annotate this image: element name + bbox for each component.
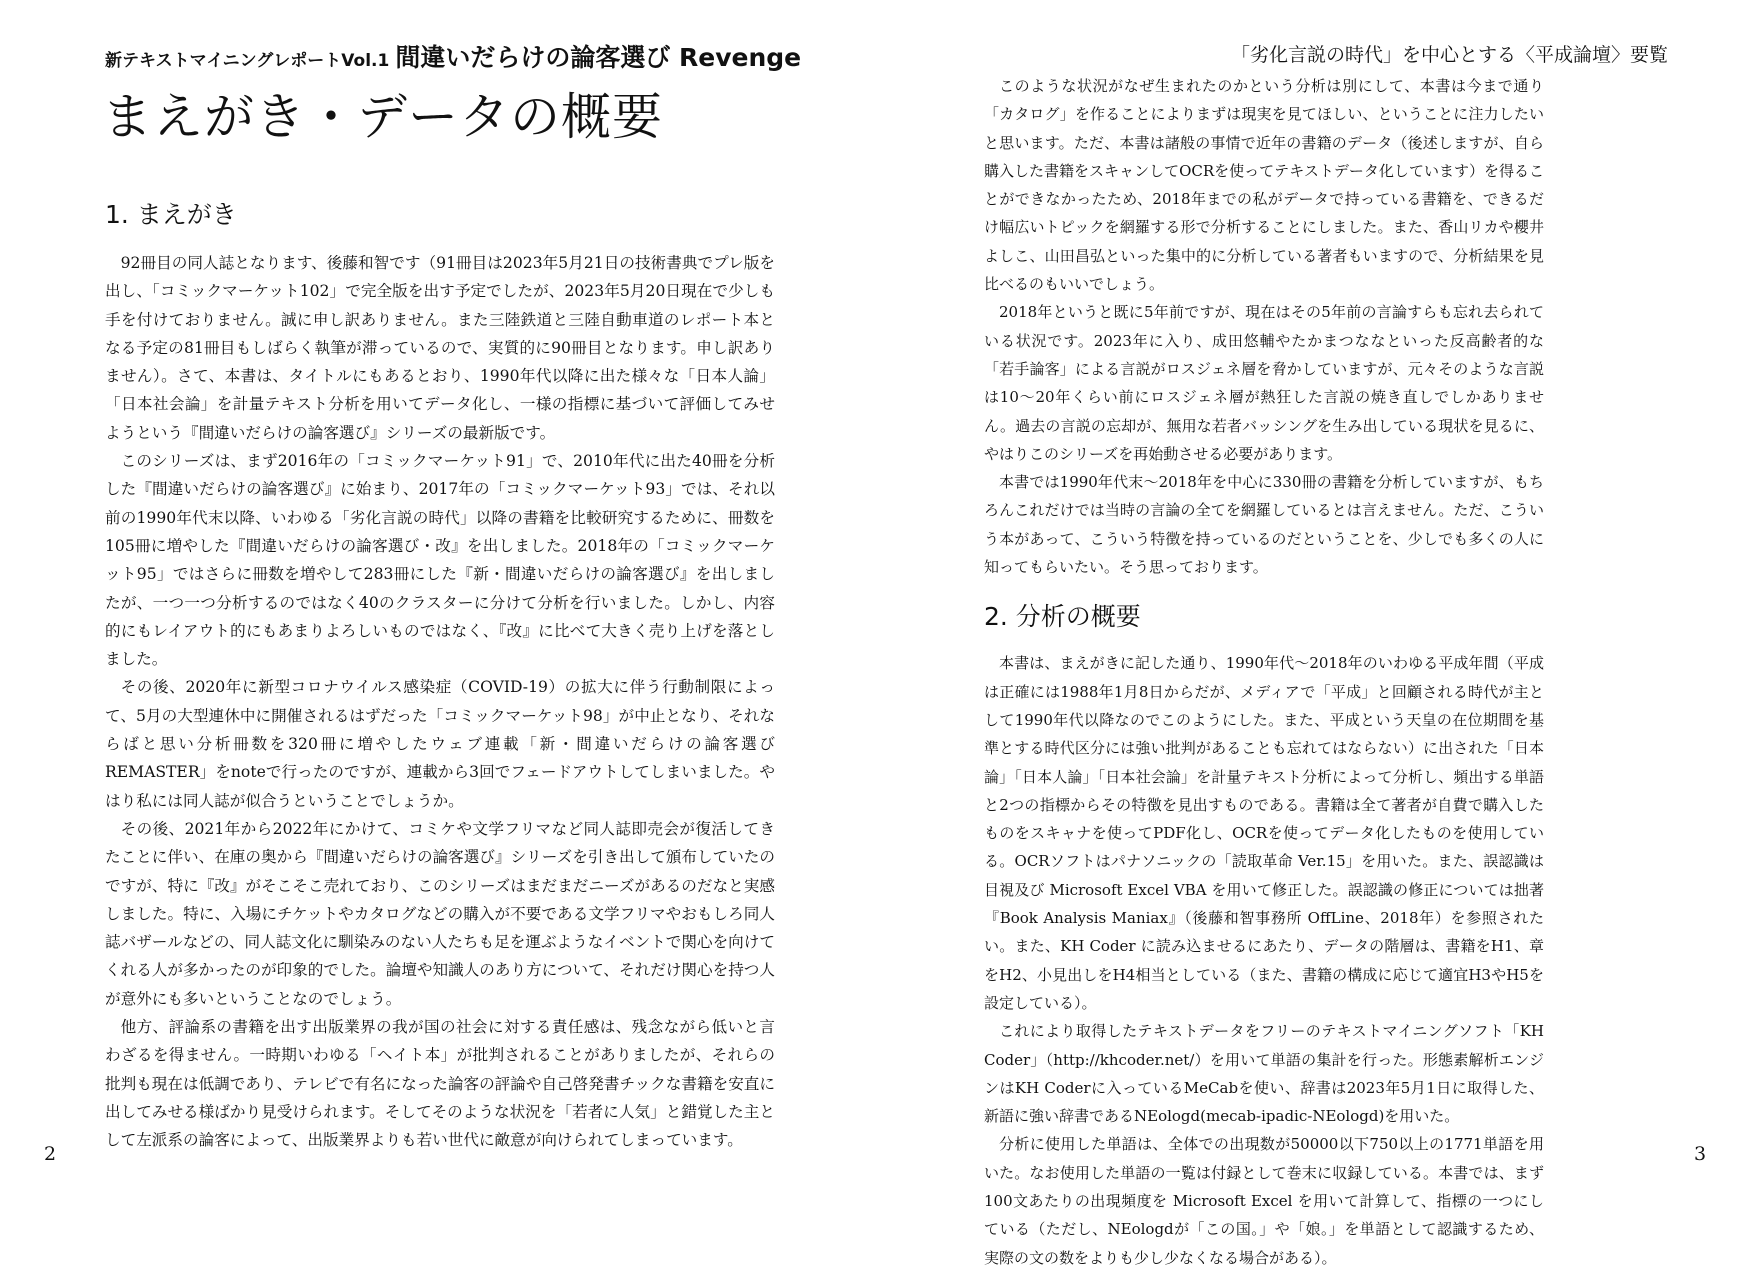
chapter-title: まえがき・データの概要 bbox=[102, 88, 663, 146]
running-head-right: 「劣化言説の時代」を中心とする〈平成論壇〉要覧 bbox=[1230, 44, 1668, 66]
right-body-text bbox=[984, 72, 1544, 1272]
page-number-right: 3 bbox=[1694, 1143, 1707, 1165]
paragraph: その後、2021年から2022年にかけて、コミケや文学フリマなど同人誌即売会が復活してきたことに伴い、在庫の奥から『間違いだらけの論客選び』シリーズを引き出して頒布していたのですが、特に『改』がそこそこ売れており、このシリーズはまだまだニーズがあるのだなと実感しました。特に、入場にチケットやカタログなどの購入が不要である文学フリマやおもしろ同人誌バザールなどの、同人誌文化に馴染みのない人たちも足を運ぶようなイベントで関心を向けてくれる人が多かったのが印象的でした。論壇や知識人のあり方について、それだけ関心を持つ人が意外にも多いということなのでしょう。 bbox=[105, 819, 775, 1008]
book-title: 間違いだらけの論客選び Revenge bbox=[395, 43, 802, 72]
paragraph: その後、2020年に新型コロナウイルス感染症（COVID-19）の拡大に伴う行動制限によって、5月の大型連休中に開催されるはずだった「コミックマーケット98」が中止となり、それならばと思い分析冊数を320冊に増やしたウェブ連載「新・間違いだらけの論客選び REMASTER」をnoteで行ったのですが、連載から3回でフェードアウトしてしまいました。やはり私には同人誌が似合うということでしょうか。 bbox=[105, 678, 775, 810]
paragraph: これにより取得したテキストデータをフリーのテキストマイニングソフト「KH Coder」（http://khcoder.net/）を用いて単語の集計を行った。形態素解析エンジンはKH Coderに入っているMeCabを使い、辞書は2023年5月1日に取得した、新語に強い辞書であるNEologd(mecab-ipadic-NEologd)を用いた。 bbox=[984, 1022, 1544, 1126]
paragraph: 他方、評論系の書籍を出す出版業界の我が国の社会に対する責任感は、残念ながら低いと言わざるを得ません。一時期いわゆる「ヘイト本」が批判されることがありましたが、それらの批判も現在は低調であり、テレビで有名になった論客の評論や自己啓発書チックな書籍を安直に出してみせる様ばかり見受けられます。そしてそのような状況を「若者に人気」と錯覚した主として左派系の論客によって、出版業界よりも若い世代に敵意が向けられてしまっています。 bbox=[105, 1018, 775, 1150]
left-page bbox=[0, 0, 874, 1240]
paragraph: 2018年というと既に5年前ですが、現在はその5年前の言論すらも忘れ去られている状況です。2023年に入り、成田悠輔やたかまつななといった反高齢者的な「若手論客」による言説がロスジェネ層を脅かしていますが、元々そのような言説は10～20年くらい前にロスジェネ層が熱狂した言説の焼き直しでしかありません。過去の言説の忘却が、無用な若者バッシングを生み出している現状を見るに、やはりこのシリーズを再始動させる必要があります。 bbox=[984, 303, 1544, 463]
paragraph: このシリーズは、まず2016年の「コミックマーケット91」で、2010年代に出た40冊を分析した『間違いだらけの論客選び』に始まり、2017年の「コミックマーケット93」では、それ以前の1990年代末以降、いわゆる「劣化言説の時代」以降の書籍を比較研究するために、冊数を105冊に増やした『間違いだらけの論客選び・改』を出しました。2018年の「コミックマーケット95」ではさらに冊数を増やして283冊にした『新・間違いだらけの論客選び』を出しましたが、一つ一つ分析するのではなく40のクラスターに分けて分析を行いました。しかし、内容的にもレイアウト的にもあまりよろしいものではなく、『改』に比べて大きく売り上げを落としました。 bbox=[105, 452, 776, 669]
left-body-text bbox=[105, 195, 775, 1155]
section-heading-preface: 1. まえがき bbox=[105, 200, 237, 229]
paragraph: 92冊目の同人誌となります、後藤和智です（91冊目は2023年5月21日の技術書典でプレ版を出し、「コミックマーケット102」で完全版を出す予定でしたが、2023年5月20日現在で少しも手を付けておりません。誠に申し訳ありません。また三陸鉄道と三陸自動車道のレポート本となる予定の81冊目もしばらく執筆が滞っているので、実質的に90冊目となります。申し訳ありません）。さて、本書は、タイトルにもあるとおり、1990年代以降に出た様々な「日本人論」「日本社会論」を計量テキスト分析を用いてデータ化し、一様の指標に基づいて評価してみせようという『間違いだらけの論客選び』シリーズの最新版です。 bbox=[105, 254, 775, 442]
paragraph: このような状況がなぜ生まれたのかという分析は別にして、本書は今まで通り「カタログ」を作ることによりまずは現実を見てほしい、ということに注力したいと思います。ただ、本書は諸般の事情で近年の書籍のデータ（後述しますが、自ら購入した書籍をスキャンしてOCRを使ってテキストデータ化しています）を得ることができなかったため、2018年までの私がデータで持っている書籍を、できるだけ幅広いトピックを網羅する形で分析することにしました。また、香山リカや櫻井よしこ、山田昌弘といった集中的に分析している著者もいますので、分析結果を見比べるのもいいでしょう。 bbox=[984, 77, 1544, 294]
running-head-left bbox=[105, 38, 801, 74]
paragraph: 本書は、まえがきに記した通り、1990年代～2018年のいわゆる平成年間（平成は正確には1988年1月8日からだが、メディアで「平成」と回顧される時代が主として1990年代以降なのでこのようにした。また、平成という天皇の在位期間を基準とする時代区分には強い批判があることも忘れてはならない）に出された「日本論」「日本人論」「日本社会論」を計量テキスト分析によって分析し、頻出する単語と2つの指標からその特徴を見出すものである。書籍は全て著者が自費で購入したものをスキャナを使ってPDF化し、OCRを使ってデータ化したものを使用している。OCRソフトはパナソニックの「読取革命 Ver.15」を用いた。また、誤認識は目視及び Microsoft Excel VBA を用いて修正した。誤認識の修正については拙著『Book Analysis Maniax』（後藤和智事務所 OffLine、2018年）を参照されたい。また、KH Coder に読み込ませるにあたり、データの階層は、書籍をH1、章をH2、小見出しをH4相当としている（また、書籍の構成に応じて適宜H3やH5を設定している）。 bbox=[984, 654, 1544, 1012]
right-page bbox=[874, 0, 1748, 1267]
page-number-left: 2 bbox=[44, 1143, 57, 1165]
section-heading-analysis-overview: 2. 分析の概要 bbox=[984, 602, 1141, 632]
paragraph: 本書では1990年代末～2018年を中心に330冊の書籍を分析していますが、もちろんこれだけでは当時の言論の全てを網羅しているとは言えません。ただ、こういう本があって、こういう特徴を持っているのだということを、少しでも多くの人に知ってもらいたい。そう思っております。 bbox=[984, 473, 1544, 577]
paragraph: 分析に使用した単語は、全体での出現数が50000以下750以上の1771単語を用いた。なお使用した単語の一覧は付録として巻末に収録している。本書では、まず100文あたりの出現頻度を Microsoft Excel を用いて計算して、指標の一つにしている（ただし、NEologdが「この国。」や「娘。」を単語として認識するため、実際の文の数をよりも少し少なくなる場合がある）。 bbox=[984, 1135, 1544, 1267]
series-title: 新テキストマイニングレポートVol.1 bbox=[105, 51, 390, 71]
